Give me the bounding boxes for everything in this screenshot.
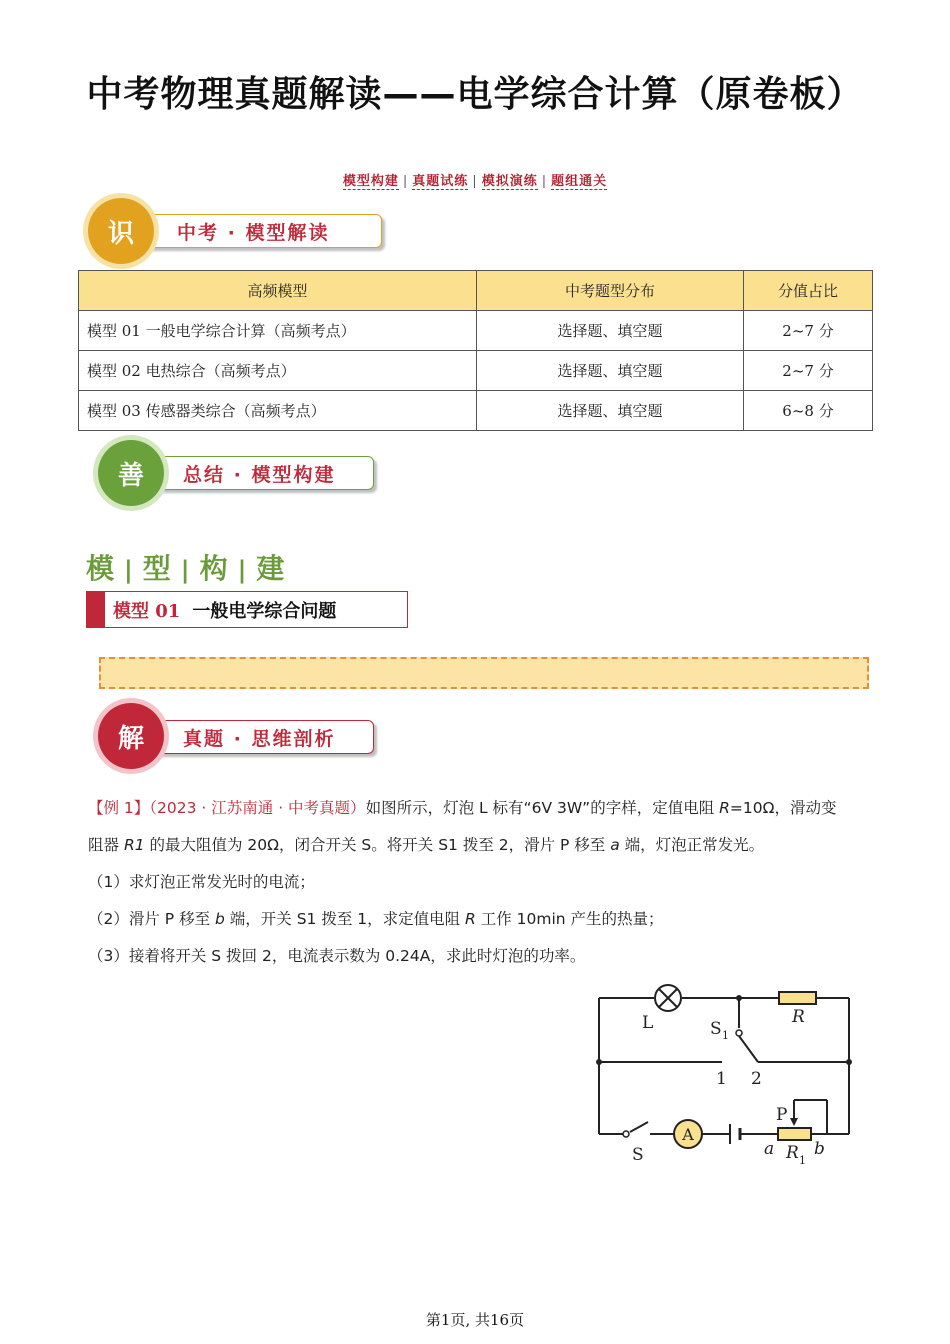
table-cell: 选择题、填空题: [477, 351, 744, 391]
label-s1: S: [710, 1019, 722, 1039]
switch-contact: [736, 1030, 742, 1036]
var-r: R: [719, 799, 730, 817]
ammeter-label: A: [682, 1125, 694, 1144]
table-cell: 模型 01 一般电学综合计算（高频考点）: [79, 311, 477, 351]
section-badge-summary: [94, 436, 384, 510]
model-title: 一般电学综合问题: [192, 600, 337, 622]
var-b: b: [215, 910, 225, 928]
var-r1: R1: [123, 836, 145, 854]
heading-char: 型: [142, 552, 173, 585]
nav-link-real-exam[interactable]: 真题试练: [412, 174, 469, 189]
table-cell: 模型 02 电热综合（高频考点）: [79, 351, 477, 391]
label-b: b: [814, 1139, 825, 1159]
section-label: 中考 · 模型解读: [142, 214, 382, 248]
model-stripe: [87, 592, 105, 627]
text: 端，灯泡正常发光。: [619, 836, 765, 854]
table-cell: 6~8 分: [744, 391, 873, 431]
junction-dot: [846, 1059, 852, 1065]
var-a: a: [610, 836, 620, 854]
nav-link-model-build[interactable]: 模型构建: [342, 174, 399, 189]
question-2: [88, 901, 868, 938]
model-01-heading: [86, 591, 408, 628]
model-note-box: [99, 657, 869, 689]
section-label: 真题 · 思维剖析: [148, 720, 374, 754]
text: 端，开关 S1 拨至 1，求定值电阻: [224, 910, 466, 928]
switch-contact: [623, 1131, 629, 1137]
table-header: 中考题型分布: [477, 271, 744, 311]
section-label: 总结 · 模型构建: [148, 456, 374, 490]
table-cell: 模型 03 传感器类综合（高频考点）: [79, 391, 477, 431]
text: （2）滑片 P 移至: [88, 910, 215, 928]
table-row: [79, 391, 873, 431]
label-r1-sub: 1: [799, 1154, 806, 1167]
question-3: （3）接着将开关 S 拨回 2，电流表示数为 0.24A，求此时灯泡的功率。: [88, 947, 586, 965]
lamp-icon: [655, 985, 681, 1011]
label-r: R: [792, 1007, 805, 1027]
example-line-1: [88, 790, 868, 827]
junction-dot: [736, 995, 742, 1001]
section-badge-analysis: [94, 703, 384, 777]
table-cell: 2~7 分: [744, 311, 873, 351]
table-cell: 选择题、填空题: [477, 391, 744, 431]
rheostat-icon: [778, 1128, 811, 1140]
table-row: [79, 311, 873, 351]
nav-link-mock[interactable]: 模拟演练: [481, 174, 538, 189]
table-header: 高频模型: [79, 271, 477, 311]
model-label: 模型 01: [113, 600, 181, 622]
text: =10Ω，滑动变: [729, 799, 837, 817]
table-cell: 2~7 分: [744, 351, 873, 391]
nav-link-groups[interactable]: 题组通关: [551, 174, 608, 189]
battery-icon: [730, 1124, 740, 1144]
question-1: （1）求灯泡正常发光时的电流；: [88, 873, 315, 891]
heading-char: 构: [199, 552, 230, 585]
heading-char: 模: [86, 552, 117, 585]
junction-dot: [596, 1059, 602, 1065]
table-header: 分值占比: [744, 271, 873, 311]
var-r: R: [465, 910, 476, 928]
label-l: L: [642, 1013, 654, 1033]
slider-arrow-icon: [790, 1118, 798, 1126]
label-s1-sub: 1: [722, 1029, 729, 1042]
text: 的最大阻值为 20Ω，闭合开关 S。将开关 S1 拨至 2，滑片 P 移至: [144, 836, 611, 854]
section-char-icon: 识: [88, 198, 154, 264]
section-char-icon: 善: [98, 440, 164, 506]
label-s: S: [632, 1145, 644, 1165]
resistor-r-icon: [779, 992, 816, 1004]
section-char-icon: 解: [98, 703, 164, 769]
example-source: （2023 · 江苏南通 · 中考真题）: [149, 799, 366, 817]
text: 阻器: [88, 836, 124, 854]
page-title: 中考物理真题解读——电学综合计算（原卷板）: [86, 74, 864, 115]
table-cell: 选择题、填空题: [477, 311, 744, 351]
model-table: [78, 270, 873, 431]
example-tag: 【例 1】: [88, 799, 150, 817]
label-a: a: [764, 1139, 775, 1159]
label-node-1: 1: [716, 1069, 727, 1089]
label-r1: R: [786, 1143, 799, 1163]
nav-links: 模型构建 | 真题试练 | 模拟演练 | 题组通关: [342, 174, 608, 189]
text: 如图所示，灯泡 L 标有“6V 3W”的字样，定值电阻: [365, 799, 720, 817]
model-build-heading: 模 | 型 | 构 | 建: [86, 552, 287, 585]
heading-char: 建: [256, 552, 287, 585]
label-node-2: 2: [751, 1069, 762, 1089]
circuit-diagram: [590, 980, 860, 1170]
text: 工作 10min 产生的热量；: [475, 910, 664, 928]
page-footer: 第1页, 共16页: [425, 1311, 525, 1329]
label-p: P: [776, 1105, 788, 1125]
section-badge-interpret: [84, 194, 374, 268]
example-line-2: [88, 827, 868, 864]
table-row: [79, 351, 873, 391]
